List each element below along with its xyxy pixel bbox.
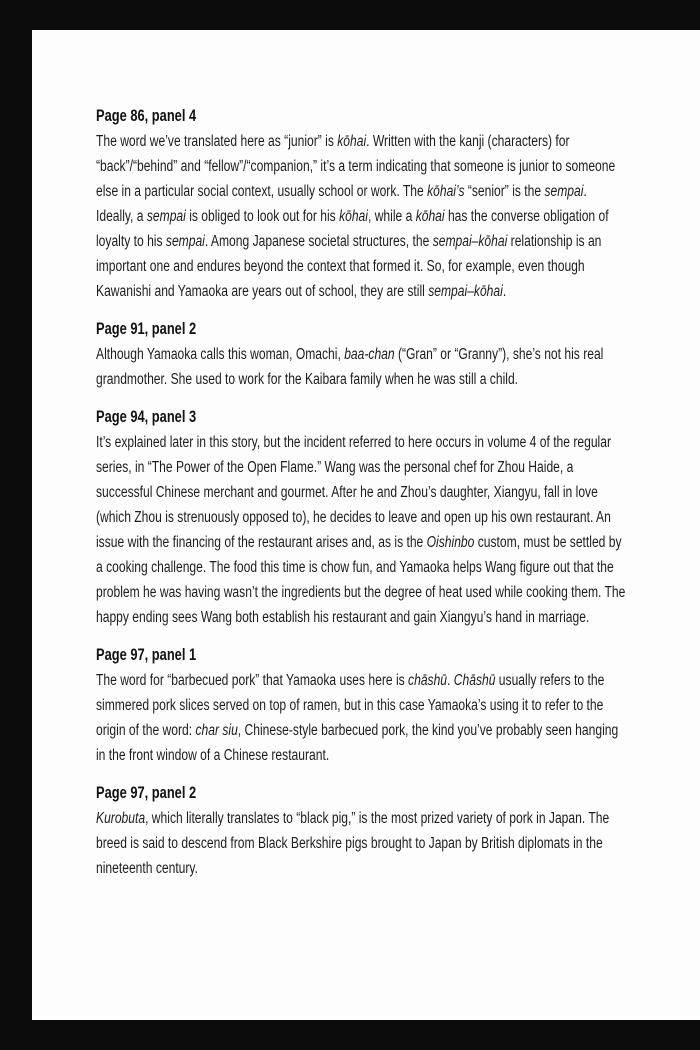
note-section-page-86-panel-4 bbox=[96, 104, 626, 304]
note-body: The word we’ve translated here as “junior” is kōhai. Written with the kanji (characters) for “back”/“behind” and “fellow”/“companion,” it’s a term indicating that someone is junior to someone else in a particular social context, usually school or work. The kōhai’s “senior” is the sempai. Ideally, a sempai is obliged to look out for his kōhai, while a kōhai has the converse obligation of loyalty to his sempai. Among Japanese societal structures, the sempai–kōhai relationship is an important one and endures beyond the context that formed it. So, for example, even though Kawanishi and Yamaoka are years out of school, they are still sempai–kōhai. bbox=[96, 133, 616, 300]
note-body: The word for “barbecued pork” that Yamaoka uses here is chāshū. Chāshū usually refers to the simmered pork slices served on top of ramen, but in this case Yamaoka’s using it to refer to the origin of the word: char siu, Chinese-style barbecued pork, the kind you’ve probably seen hanging in the front window of a Chinese restaurant. bbox=[96, 672, 619, 764]
note-section-page-97-panel-2 bbox=[96, 781, 626, 881]
note-section-page-94-panel-3 bbox=[96, 405, 626, 630]
note-body: It’s explained later in this story, but the incident referred to here occurs in volume 4 of the regular series, in “The Power of the Open Flame.” Wang was the personal chef for Zhou Haide, a successful Chinese merchant and gourmet. After he and Zhou’s daughter, Xiangyu, fall in love (which Zhou is strenuously opposed to), he decides to leave and open up his own restaurant. An issue with the financing of the restaurant arises and, as is the Oishinbo custom, must be settled by a cooking challenge. The food this time is chow fun, and Yamaoka helps Wang figure out that the problem he was having wasn’t the ingredients but the degree of heat used while cooking them. The happy ending sees Wang both establish his restaurant and gain Xiangyu’s hand in marriage. bbox=[96, 434, 626, 626]
note-heading: Page 97, panel 2 bbox=[96, 784, 197, 802]
note-heading: Page 97, panel 1 bbox=[96, 646, 197, 664]
note-body: Kurobuta, which literally translates to “black pig,” is the most prized variety of pork in Japan. The breed is said to descend from Black Berkshire pigs brought to Japan by British diplomats in the nineteenth century. bbox=[96, 810, 610, 877]
notes-column bbox=[96, 104, 626, 894]
note-heading: Page 86, panel 4 bbox=[96, 107, 197, 125]
note-section-page-97-panel-1 bbox=[96, 643, 626, 768]
note-heading: Page 94, panel 3 bbox=[96, 408, 197, 426]
note-body: Although Yamaoka calls this woman, Omachi, baa-chan (“Gran” or “Granny”), she’s not his real grandmother. She used to work for the Kaibara family when he was still a child. bbox=[96, 346, 604, 388]
note-section-page-91-panel-2 bbox=[96, 317, 626, 392]
note-heading: Page 91, panel 2 bbox=[96, 320, 197, 338]
paper-page bbox=[32, 30, 700, 1020]
